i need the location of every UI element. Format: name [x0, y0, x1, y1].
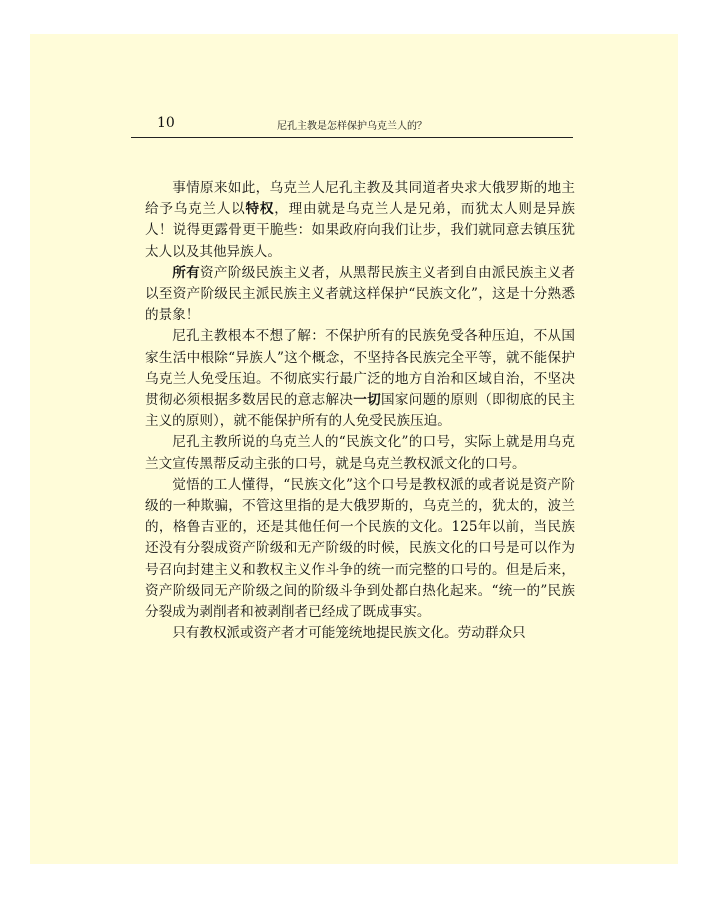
paragraph-5-text: 觉悟的工人懂得，“民族文化”这个口号是教权派的或者说是资产阶级的一种欺骗，不管这里指的是大俄罗斯的，乌克兰的，犹太的，波兰的，格鲁吉亚的，还是其他任何一个民族的文化。125年以前，当民族还没有分裂成资产阶级和无产阶级的时候，民族文化的口号是可以作为号召向封建主义和教权主义作斗争的统一而完整的口号的。但是后来，资产阶级同无产阶级之间的阶级斗争到处都白热化起来。“统一的”民族分裂成为剥削者和被剥削者已经成了既成事实。	[145, 476, 575, 621]
paragraph-1	[145, 178, 575, 263]
paragraph-6-text: 只有教权派或资产者才可能笼统地提民族文化。劳动群众只	[172, 625, 526, 642]
paragraph-3-emphasis: 一切	[353, 392, 381, 409]
paragraph-2-emphasis: 所有	[172, 264, 200, 281]
paragraph-1-emphasis: 特权	[245, 201, 275, 218]
body-text	[145, 178, 575, 644]
paragraph-6	[145, 623, 575, 644]
paragraph-4-text: 尼孔主教所说的乌克兰人的“民族文化”的口号，实际上就是用乌克兰文宣传黑帮反动主张的口号，就是乌克兰教权派文化的口号。	[145, 434, 575, 472]
paragraph-3-text-b: 国家问题的原则（即彻底的民主主义的原则），就不能保护所有的人免受民族压迫。	[145, 392, 576, 430]
paragraph-2	[145, 263, 575, 327]
paragraph-3	[145, 326, 575, 432]
paragraph-5	[145, 475, 575, 623]
paragraph-1-text-b: ，理由就是乌克兰人是兄弟，而犹太人则是异族人！说得更露骨更干脆些：如果政府向我们让步，我们就同意去镇压犹太人以及其他异族人。	[145, 201, 576, 260]
page-header	[131, 113, 573, 138]
paragraph-1-text-a: 事情原来如此，乌克兰人尼孔主教及其同道者央求大俄罗斯的地主给予乌克兰人以	[145, 180, 575, 218]
page-number: 10	[157, 115, 175, 131]
paragraph-3-text-a: 尼孔主教根本不想了解：不保护所有的民族免受各种压迫，不从国家生活中根除“异族人”这个概念，不坚持各民族完全平等，就不能保护乌克兰人免受压迫。不彻底实行最广泛的地方自治和区域自治，不坚决贯彻必须根据多数居民的意志解决	[145, 328, 575, 409]
running-title: 尼孔主教是怎样保护乌克兰人的？	[277, 121, 427, 132]
paragraph-4	[145, 432, 575, 474]
paragraph-2-text-b: 资产阶级民族主义者，从黑帮民族主义者到自由派民族主义者以至资产阶级民主派民族主义者就这样保护“民族文化”，这是十分熟悉的景象！	[145, 264, 576, 324]
